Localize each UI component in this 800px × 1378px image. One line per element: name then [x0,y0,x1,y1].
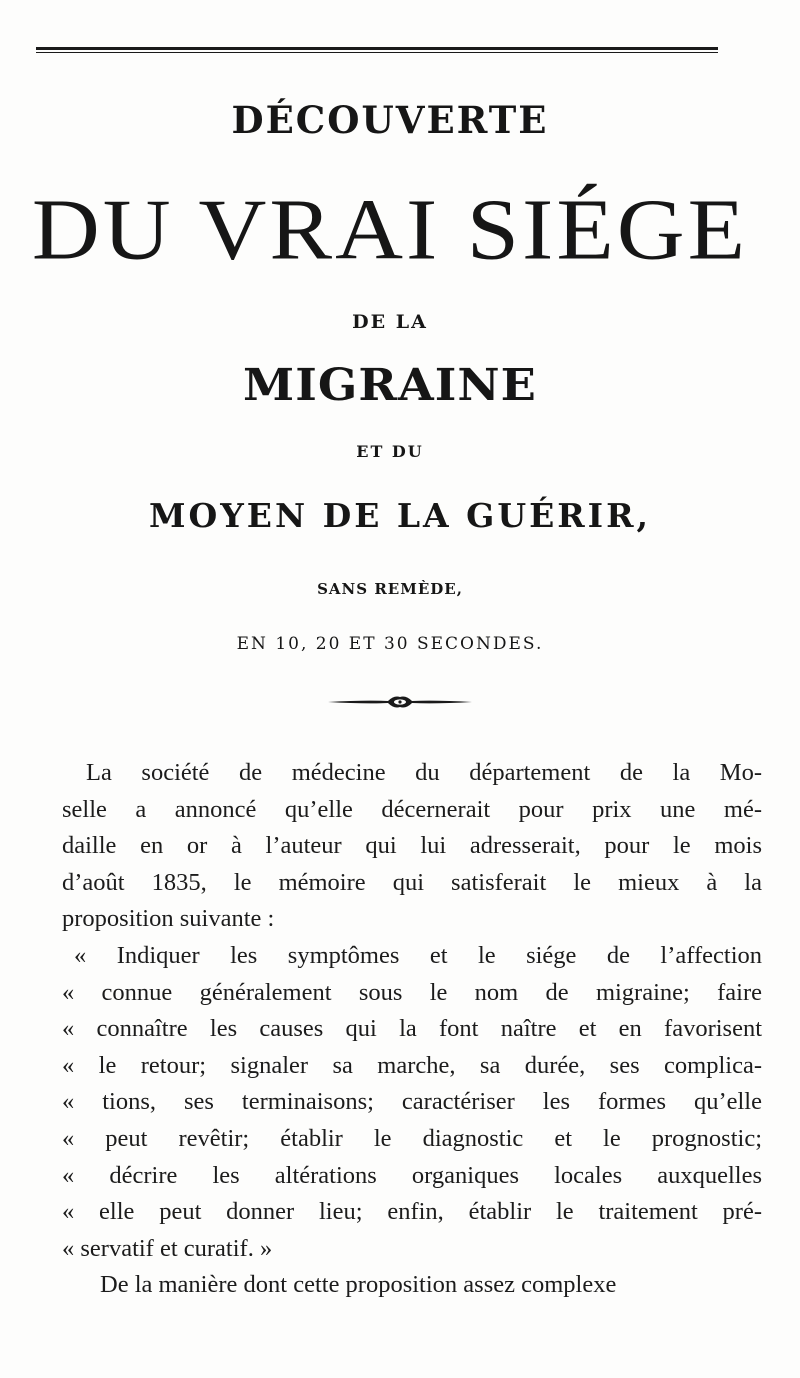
top-double-rule [36,47,718,54]
body-line: proposition suivante : [62,905,275,933]
body-line: « décrire les altérations organiques locales auxquelles [62,1161,762,1189]
body-line: « Indiquer les symptômes et le siége de l’affection [74,941,762,969]
title-line-de-la: DE LA [352,311,428,333]
body-line: « tions, ses terminaisons; caractériser les formes qu’elle [62,1088,762,1116]
body-line: « peut revêtir; établir le diagnostic et le prognostic; [62,1124,762,1152]
title-line-vrai-siege: DU VRAI SIÉGE [31,182,749,278]
body-line: « connaître les causes qui la font naître et en favorisent [62,1015,762,1043]
title-line-moyen-de-la-guerir: MOYEN DE LA GUÉRIR, [148,496,652,535]
ornament-divider-icon [328,693,472,711]
body-text-block [62,755,762,1304]
body-line: daille en or à l’auteur qui lui adresserait, pour le mois [62,832,762,860]
title-line-decouverte: DÉCOUVERTE [231,98,549,142]
body-line: « le retour; signaler sa marche, sa durée, ses complica- [62,1051,762,1079]
body-line: « servatif et curatif. » [62,1234,273,1262]
body-line: La société de médecine du département de la Mo- [86,759,762,786]
top-rule-thin [36,52,718,53]
title-line-seconds: EN 10, 20 ET 30 SECONDES. [236,634,544,654]
body-line: « connue généralement sous le nom de migraine; faire [62,978,762,1006]
body-line: De la manière dont cette proposition assez complexe [100,1271,617,1299]
body-line: selle a annoncé qu’elle décernerait pour prix une mé- [62,795,762,823]
title-line-et-du: ET DU [356,442,424,461]
title-line-sans-remede: SANS REMÈDE, [317,580,463,598]
top-rule-thick [36,47,718,50]
body-line: « elle peut donner lieu; enfin, établir le traitement pré- [62,1198,762,1226]
title-line-migraine: MIGRAINE [243,360,537,411]
body-line: d’août 1835, le mémoire qui satisferait le mieux à la [62,868,762,896]
